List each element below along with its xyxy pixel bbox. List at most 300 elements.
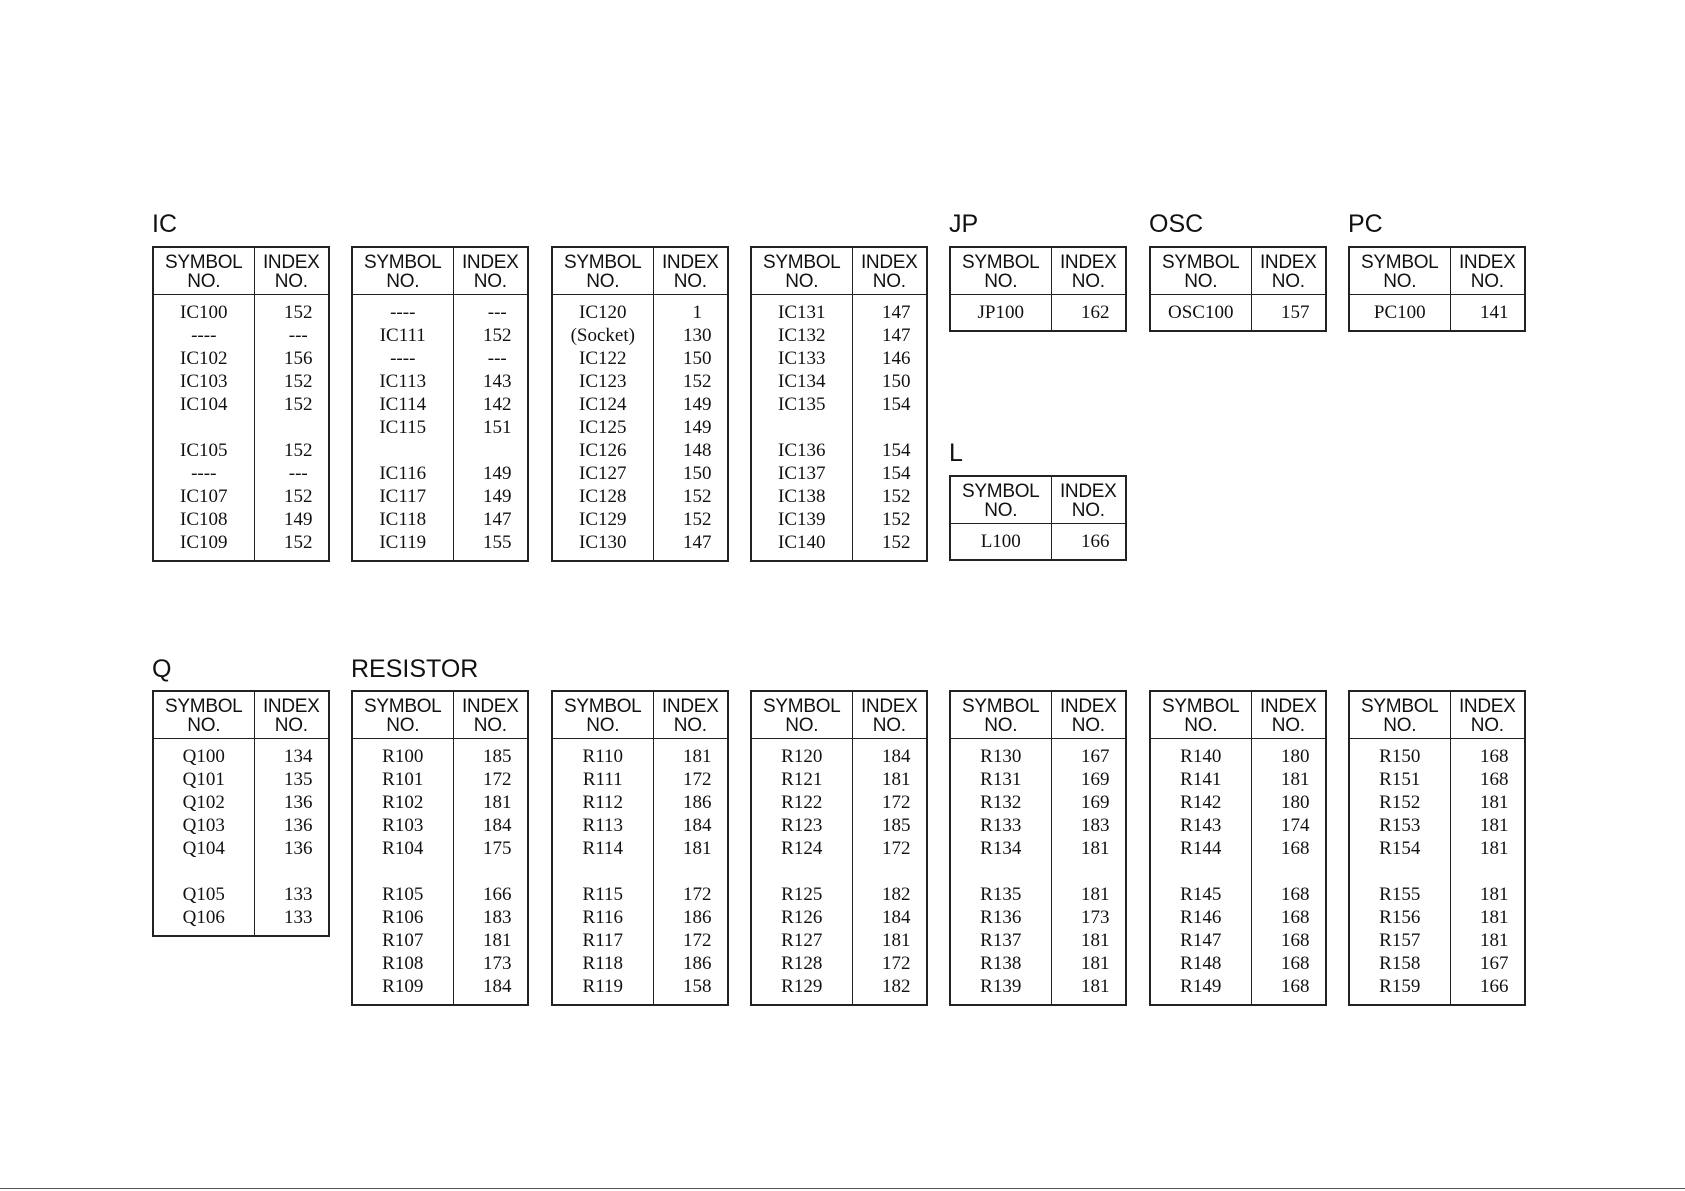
table-row: [751, 906, 927, 929]
header-index-label: INDEX: [1059, 252, 1117, 273]
index-no-cell: 185: [852, 814, 927, 837]
index-no-cell: 174: [1251, 814, 1326, 837]
table-row: [751, 370, 927, 393]
symbol-no-cell: IC126: [579, 440, 627, 461]
table-row: [352, 837, 528, 860]
table-row: [751, 768, 927, 791]
symbol-no-cell: IC135: [778, 394, 826, 415]
index-no-cell: 136: [254, 837, 329, 860]
table-row: [751, 531, 927, 561]
index-no-cell: [1450, 860, 1525, 883]
table-row: [1349, 837, 1525, 860]
index-no-cell: 172: [653, 768, 728, 791]
table-row: [950, 791, 1126, 814]
index-no-cell: 181: [1051, 952, 1126, 975]
table-row: [751, 929, 927, 952]
index-no-header: [1051, 476, 1126, 524]
index-no-cell: 169: [1051, 768, 1126, 791]
table-row: [950, 883, 1126, 906]
symbol-no-cell: [552, 860, 653, 883]
table-row: [153, 485, 329, 508]
index-no-header: [453, 247, 528, 295]
header-symbol-label: SYMBOL: [364, 696, 442, 717]
symbol-no-cell: IC131: [778, 302, 826, 323]
index-no-cell: 150: [653, 462, 728, 485]
symbol-no-cell: R125: [781, 884, 823, 905]
index-no-cell: 136: [254, 814, 329, 837]
index-no-cell: 168: [1251, 952, 1326, 975]
header-no-label: NO.: [1071, 715, 1105, 736]
table-row: [352, 370, 528, 393]
table-row: [1349, 883, 1525, 906]
osc-index-table: [1149, 246, 1327, 332]
index-no-cell: 149: [653, 393, 728, 416]
index-no-cell: 169: [1051, 791, 1126, 814]
index-no-cell: 154: [852, 393, 927, 416]
jp-section-title: JP: [949, 210, 979, 238]
header-no-label: NO.: [386, 271, 420, 292]
index-no-header: [1051, 691, 1126, 739]
symbol-no-cell: IC129: [579, 509, 627, 530]
symbol-no-cell: R157: [1379, 930, 1421, 951]
symbol-no-cell: R102: [382, 792, 424, 813]
index-no-cell: 149: [453, 462, 528, 485]
table-row: [352, 531, 528, 561]
symbol-no-cell: [950, 860, 1051, 883]
index-no-cell: 141: [1450, 295, 1525, 332]
table-row: [153, 739, 329, 769]
symbol-no-cell: IC100: [180, 302, 228, 323]
symbol-no-cell: R109: [382, 976, 424, 997]
index-no-cell: 181: [852, 929, 927, 952]
header-index-label: INDEX: [461, 696, 519, 717]
symbol-no-cell: R152: [1379, 792, 1421, 813]
table-row: [352, 739, 528, 769]
index-no-cell: 154: [852, 462, 927, 485]
symbol-no-cell: R107: [382, 930, 424, 951]
index-no-cell: 186: [653, 952, 728, 975]
symbol-no-cell: R128: [781, 953, 823, 974]
symbol-no-cell: IC123: [579, 371, 627, 392]
symbol-no-cell: R153: [1379, 815, 1421, 836]
table-row: [552, 883, 728, 906]
index-no-cell: [453, 439, 528, 462]
index-no-cell: 185: [453, 739, 528, 769]
table-row: [153, 791, 329, 814]
symbol-no-header: [950, 247, 1051, 295]
table-row: [352, 929, 528, 952]
jp-index-table: [949, 246, 1127, 332]
header-no-label: NO.: [274, 271, 308, 292]
table-row: [552, 485, 728, 508]
index-no-cell: 152: [653, 485, 728, 508]
index-no-cell: 182: [852, 883, 927, 906]
symbol-no-cell: R124: [781, 838, 823, 859]
table-row: [552, 347, 728, 370]
table-row: [1150, 814, 1326, 837]
index-no-cell: 168: [1251, 837, 1326, 860]
symbol-no-cell: R119: [582, 976, 623, 997]
index-no-cell: 181: [852, 768, 927, 791]
symbol-no-cell: L100: [980, 531, 1021, 552]
table-row: [1349, 739, 1525, 769]
header-symbol-label: SYMBOL: [763, 696, 841, 717]
table-row: [1150, 929, 1326, 952]
table-row: [352, 860, 528, 883]
index-no-cell: 167: [1051, 739, 1126, 769]
table-row: [552, 952, 728, 975]
table-row: [1349, 791, 1525, 814]
header-no-label: NO.: [187, 271, 221, 292]
table-row: [552, 439, 728, 462]
header-symbol-label: SYMBOL: [165, 252, 243, 273]
table-row: [1150, 975, 1326, 1005]
symbol-no-cell: IC120: [579, 302, 627, 323]
symbol-no-cell: IC102: [180, 348, 228, 369]
header-index-label: INDEX: [661, 252, 719, 273]
symbol-no-header: [1349, 691, 1450, 739]
symbol-no-header: [751, 691, 852, 739]
index-no-cell: 180: [1251, 739, 1326, 769]
symbol-no-cell: IC119: [379, 532, 427, 553]
table-row: [751, 952, 927, 975]
table-row: [950, 837, 1126, 860]
index-no-cell: 181: [1450, 814, 1525, 837]
symbol-no-cell: R146: [1180, 907, 1222, 928]
symbol-no-cell: ----: [390, 302, 416, 323]
symbol-no-cell: R144: [1180, 838, 1222, 859]
table-row: [552, 370, 728, 393]
index-no-cell: 167: [1450, 952, 1525, 975]
table-row: [1150, 295, 1326, 332]
index-no-cell: 166: [453, 883, 528, 906]
index-no-cell: 168: [1251, 883, 1326, 906]
table-row: [552, 791, 728, 814]
symbol-no-cell: R123: [781, 815, 823, 836]
symbol-no-header: [751, 247, 852, 295]
table-row: [1150, 739, 1326, 769]
symbol-no-cell: IC136: [778, 440, 826, 461]
symbol-no-cell: [352, 439, 453, 462]
symbol-no-cell: R138: [980, 953, 1022, 974]
index-no-cell: [254, 416, 329, 439]
symbol-no-header: [1150, 247, 1251, 295]
symbol-no-cell: IC128: [579, 486, 627, 507]
symbol-no-cell: R150: [1379, 746, 1421, 767]
symbol-no-cell: R149: [1180, 976, 1222, 997]
table-row: [751, 439, 927, 462]
table-row: [950, 524, 1126, 561]
table-row: [552, 531, 728, 561]
table-row: [552, 929, 728, 952]
symbol-no-cell: R127: [781, 930, 823, 951]
l-index-table: [949, 475, 1127, 561]
symbol-no-cell: R118: [582, 953, 623, 974]
table-row: [950, 975, 1126, 1005]
header-no-label: NO.: [984, 271, 1018, 292]
header-index-label: INDEX: [1458, 252, 1516, 273]
index-no-cell: 168: [1251, 929, 1326, 952]
symbol-no-cell: R120: [781, 746, 823, 767]
symbol-no-header: [950, 476, 1051, 524]
index-no-header: [254, 247, 329, 295]
symbol-no-cell: [751, 416, 852, 439]
index-no-cell: 150: [653, 347, 728, 370]
table-row: [153, 416, 329, 439]
symbol-no-cell: Q102: [182, 792, 225, 813]
header-no-label: NO.: [673, 271, 707, 292]
index-no-cell: 135: [254, 768, 329, 791]
index-no-cell: 168: [1251, 975, 1326, 1005]
header-symbol-label: SYMBOL: [1361, 696, 1439, 717]
symbol-no-cell: R100: [382, 746, 424, 767]
header-symbol-label: SYMBOL: [962, 481, 1040, 502]
index-no-cell: 181: [653, 739, 728, 769]
symbol-no-cell: R151: [1379, 769, 1421, 790]
symbol-no-cell: [352, 860, 453, 883]
index-no-cell: 168: [1251, 906, 1326, 929]
index-no-cell: 156: [254, 347, 329, 370]
symbol-no-cell: (Socket): [570, 325, 635, 346]
symbol-no-cell: R134: [980, 838, 1022, 859]
header-row: [153, 247, 329, 295]
symbol-no-cell: R143: [1180, 815, 1222, 836]
symbol-no-cell: R148: [1180, 953, 1222, 974]
header-no-label: NO.: [785, 271, 819, 292]
index-no-cell: ---: [254, 324, 329, 347]
index-no-cell: 180: [1251, 791, 1326, 814]
symbol-no-cell: R132: [980, 792, 1022, 813]
table-row: [352, 791, 528, 814]
symbol-no-cell: R147: [1180, 930, 1222, 951]
symbol-no-cell: R106: [382, 907, 424, 928]
table-row: [352, 508, 528, 531]
index-no-header: [653, 691, 728, 739]
index-no-cell: 133: [254, 906, 329, 936]
table-row: [751, 791, 927, 814]
header-row: [950, 476, 1126, 524]
header-symbol-label: SYMBOL: [962, 696, 1040, 717]
table-row: [751, 485, 927, 508]
table-row: [1349, 906, 1525, 929]
table-row: [153, 324, 329, 347]
symbol-no-cell: IC111: [379, 325, 426, 346]
symbol-no-cell: R141: [1180, 769, 1222, 790]
index-no-cell: 152: [254, 393, 329, 416]
symbol-no-cell: R140: [1180, 746, 1222, 767]
index-no-cell: 184: [653, 814, 728, 837]
symbol-no-cell: IC116: [379, 463, 427, 484]
symbol-no-cell: IC117: [379, 486, 427, 507]
table-row: [153, 347, 329, 370]
symbol-no-cell: R159: [1379, 976, 1421, 997]
index-no-cell: 181: [453, 791, 528, 814]
symbol-no-cell: R110: [582, 746, 623, 767]
index-no-cell: 184: [453, 975, 528, 1005]
index-no-cell: 162: [1051, 295, 1126, 332]
header-no-label: NO.: [473, 715, 507, 736]
bottom-rule: [0, 1188, 1685, 1189]
resistor-index-table-3: [750, 690, 928, 1006]
index-no-cell: 152: [852, 485, 927, 508]
header-symbol-label: SYMBOL: [364, 252, 442, 273]
table-row: [751, 347, 927, 370]
table-row: [1150, 883, 1326, 906]
table-row: [552, 768, 728, 791]
symbol-no-cell: R101: [382, 769, 424, 790]
index-no-header: [1450, 691, 1525, 739]
symbol-no-cell: R116: [582, 907, 623, 928]
table-row: [552, 295, 728, 325]
ic-index-table-4: [750, 246, 928, 562]
symbol-no-cell: R156: [1379, 907, 1421, 928]
header-row: [153, 691, 329, 739]
table-row: [751, 324, 927, 347]
index-no-cell: [1251, 860, 1326, 883]
symbol-no-cell: R133: [980, 815, 1022, 836]
table-row: [552, 906, 728, 929]
symbol-no-cell: IC130: [579, 532, 627, 553]
symbol-no-header: [153, 247, 254, 295]
header-row: [1150, 247, 1326, 295]
index-no-cell: 155: [453, 531, 528, 561]
table-row: [1349, 814, 1525, 837]
index-no-cell: 184: [453, 814, 528, 837]
index-no-cell: 181: [1450, 883, 1525, 906]
table-row: [153, 906, 329, 936]
index-no-cell: 181: [1051, 837, 1126, 860]
table-row: [1150, 837, 1326, 860]
table-row: [352, 952, 528, 975]
header-no-label: NO.: [1383, 271, 1417, 292]
index-no-cell: 183: [453, 906, 528, 929]
symbol-no-cell: JP100: [977, 302, 1024, 323]
table-row: [751, 295, 927, 325]
index-no-cell: [254, 860, 329, 883]
header-no-label: NO.: [586, 715, 620, 736]
symbol-no-header: [950, 691, 1051, 739]
table-row: [352, 462, 528, 485]
index-no-cell: 136: [254, 791, 329, 814]
header-row: [552, 247, 728, 295]
header-no-label: NO.: [1184, 271, 1218, 292]
symbol-no-cell: R139: [980, 976, 1022, 997]
table-row: [1349, 975, 1525, 1005]
table-row: [153, 814, 329, 837]
symbol-no-cell: IC127: [579, 463, 627, 484]
l-section-title: L: [949, 439, 963, 467]
index-no-cell: 182: [852, 975, 927, 1005]
index-no-cell: 146: [852, 347, 927, 370]
index-no-cell: 184: [852, 906, 927, 929]
symbol-no-cell: R136: [980, 907, 1022, 928]
index-no-cell: 173: [1051, 906, 1126, 929]
table-row: [552, 860, 728, 883]
header-symbol-label: SYMBOL: [962, 252, 1040, 273]
symbol-no-cell: R154: [1379, 838, 1421, 859]
table-row: [153, 883, 329, 906]
header-no-label: NO.: [473, 271, 507, 292]
symbol-no-cell: Q101: [182, 769, 225, 790]
symbol-no-cell: R126: [781, 907, 823, 928]
header-no-label: NO.: [1470, 271, 1504, 292]
symbol-no-cell: IC133: [778, 348, 826, 369]
q-section-title: Q: [152, 655, 172, 683]
symbol-no-header: [1349, 247, 1450, 295]
index-no-cell: 152: [254, 485, 329, 508]
index-no-header: [254, 691, 329, 739]
header-symbol-label: SYMBOL: [564, 252, 642, 273]
index-no-cell: 172: [653, 883, 728, 906]
index-no-header: [653, 247, 728, 295]
index-no-cell: 152: [254, 295, 329, 325]
table-row: [950, 906, 1126, 929]
table-row: [1349, 860, 1525, 883]
header-row: [352, 691, 528, 739]
symbol-no-header: [352, 691, 453, 739]
symbol-no-cell: IC124: [579, 394, 627, 415]
resistor-index-table-1: [351, 690, 529, 1006]
header-no-label: NO.: [274, 715, 308, 736]
symbol-no-cell: ----: [191, 463, 217, 484]
table-row: [1349, 952, 1525, 975]
table-row: [552, 739, 728, 769]
table-row: [153, 531, 329, 561]
index-no-cell: 175: [453, 837, 528, 860]
header-row: [1150, 691, 1326, 739]
index-no-cell: 147: [453, 508, 528, 531]
header-no-label: NO.: [1071, 500, 1105, 521]
symbol-no-cell: ----: [191, 325, 217, 346]
table-row: [751, 837, 927, 860]
symbol-no-cell: [751, 860, 852, 883]
index-no-cell: 148: [653, 439, 728, 462]
header-no-label: NO.: [673, 715, 707, 736]
symbol-no-cell: ----: [390, 348, 416, 369]
symbol-no-cell: IC109: [180, 532, 228, 553]
header-row: [1349, 691, 1525, 739]
index-no-cell: 147: [653, 531, 728, 561]
symbol-no-cell: R142: [1180, 792, 1222, 813]
index-no-header: [1251, 691, 1326, 739]
header-no-label: NO.: [386, 715, 420, 736]
symbol-no-cell: PC100: [1373, 302, 1426, 323]
table-row: [751, 975, 927, 1005]
header-row: [751, 247, 927, 295]
pc-index-table: [1348, 246, 1526, 332]
symbol-no-cell: IC108: [180, 509, 228, 530]
header-row: [1349, 247, 1525, 295]
index-no-cell: 181: [1251, 768, 1326, 791]
table-row: [153, 768, 329, 791]
symbol-no-cell: [1150, 860, 1251, 883]
header-no-label: NO.: [1184, 715, 1218, 736]
table-row: [1150, 906, 1326, 929]
header-index-label: INDEX: [860, 252, 918, 273]
header-symbol-label: SYMBOL: [1361, 252, 1439, 273]
table-row: [352, 295, 528, 325]
header-index-label: INDEX: [1458, 696, 1516, 717]
header-symbol-label: SYMBOL: [564, 696, 642, 717]
table-row: [352, 768, 528, 791]
header-symbol-label: SYMBOL: [763, 252, 841, 273]
symbol-no-cell: [153, 860, 254, 883]
index-no-cell: [1051, 860, 1126, 883]
header-index-label: INDEX: [860, 696, 918, 717]
header-no-label: NO.: [785, 715, 819, 736]
index-no-cell: 181: [1450, 929, 1525, 952]
index-no-cell: 149: [653, 416, 728, 439]
